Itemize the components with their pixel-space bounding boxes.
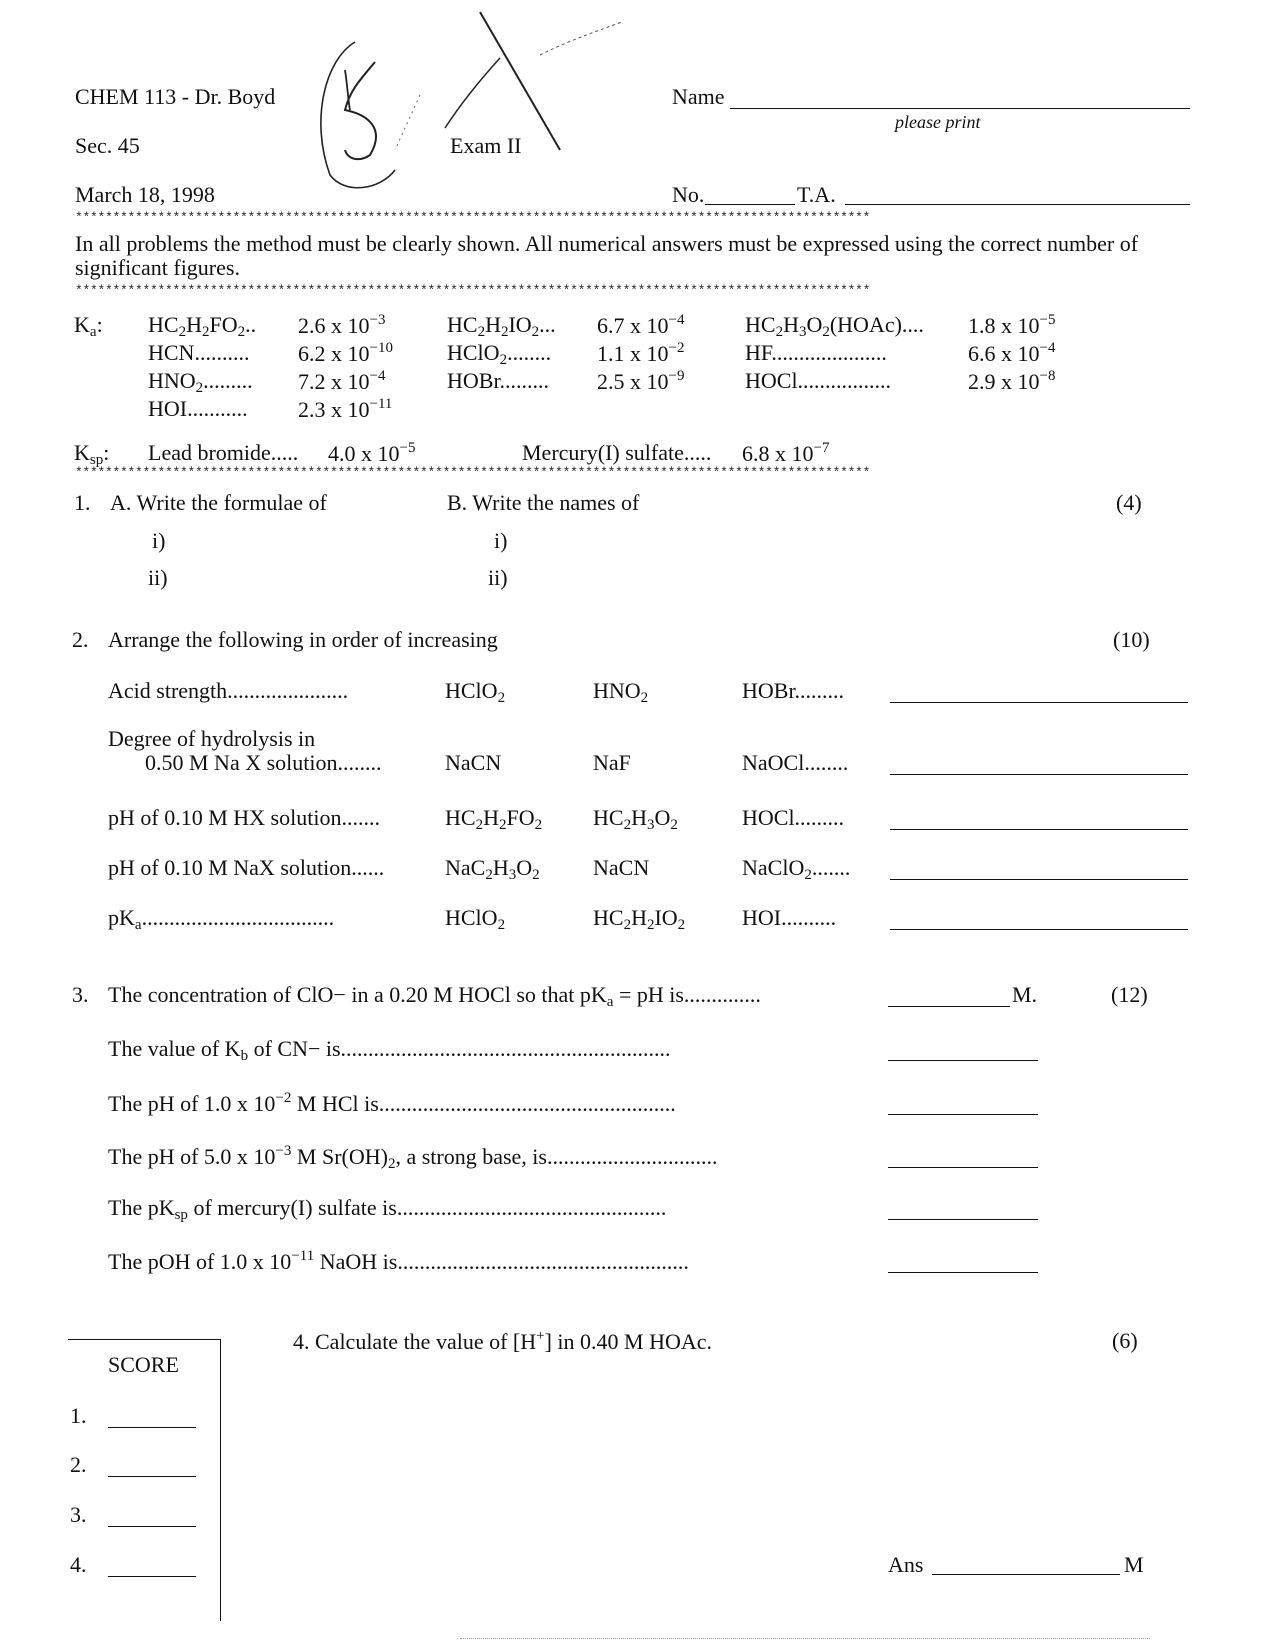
scan-noise bbox=[460, 1638, 1150, 1639]
q3-row: The concentration of ClO− in a 0.20 M HOCl so that $pK_a$ = pH is.............. bbox=[108, 982, 761, 1010]
q3-answer-line[interactable] bbox=[888, 1060, 1038, 1061]
q3-unit: M. bbox=[1012, 982, 1038, 1007]
ka-name: HF..................... bbox=[745, 340, 887, 365]
ka-name: $HC_2H_2FO_2$.. bbox=[148, 312, 257, 340]
ksp-name: Mercury(I) sulfate..... bbox=[522, 440, 712, 465]
ans-unit: M bbox=[1124, 1552, 1144, 1577]
q2-item: NaCN bbox=[445, 750, 502, 775]
q2-prompt: Arrange the following in order of increasing bbox=[108, 627, 498, 652]
q1-b-i: i) bbox=[494, 528, 508, 553]
no-label: No. bbox=[672, 182, 705, 207]
q2-item: NaF bbox=[593, 750, 631, 775]
q3-number: 3. bbox=[72, 982, 89, 1007]
score-title: SCORE bbox=[108, 1352, 179, 1377]
ka-name: HOI........... bbox=[148, 396, 248, 421]
ka-name: HClO$_2$........ bbox=[447, 340, 552, 368]
ta-label: T.A. bbox=[797, 182, 836, 207]
q2-item: $HC_2H_2IO_2$ bbox=[593, 905, 686, 933]
q2-row-label: pH of 0.10 M NaX solution...... bbox=[108, 855, 385, 880]
q3-answer-line[interactable] bbox=[888, 1114, 1038, 1115]
name-label: Name bbox=[672, 84, 725, 109]
ka-value: 2.3 x $10^{-11}$ bbox=[298, 396, 393, 422]
q4-points: (6) bbox=[1112, 1328, 1138, 1353]
section: Sec. 45 bbox=[75, 133, 140, 158]
q3-answer-line[interactable] bbox=[888, 1272, 1038, 1273]
q2-row-label: Acid strength...................... bbox=[108, 678, 349, 703]
ka-name: $HC_2H_2IO_2$... bbox=[447, 312, 556, 340]
ka-value: 2.5 x $10^{-9}$ bbox=[597, 368, 685, 394]
q3-answer-line[interactable] bbox=[888, 1006, 1010, 1007]
q2-row-label: Degree of hydrolysis in bbox=[108, 726, 316, 751]
exam-date: March 18, 1998 bbox=[75, 182, 215, 207]
score-item-label: 3. bbox=[70, 1502, 87, 1527]
instructions: In all problems the method must be clearly shown. All numerical answers must be expressed using the correct number of significant figures. bbox=[75, 231, 1139, 280]
q3-row: The $pK_{sp}$ of mercury(I) sulfate is................................................. bbox=[108, 1195, 667, 1223]
score-item-line[interactable] bbox=[108, 1427, 196, 1428]
q3-answer-line[interactable] bbox=[888, 1167, 1038, 1168]
q3-row: The pH of 1.0 x $10^{-2}$ M HCl is...................................................... bbox=[108, 1090, 676, 1116]
q2-answer-line[interactable] bbox=[890, 702, 1188, 703]
q2-item: HClO$_2$ bbox=[445, 905, 506, 933]
score-item-line[interactable] bbox=[108, 1476, 196, 1477]
ta-field[interactable] bbox=[845, 204, 1190, 205]
ka-name: $HC_2H_3O_2(HOAc)$.... bbox=[745, 312, 924, 340]
q1-points: (4) bbox=[1116, 490, 1142, 515]
q3-answer-line[interactable] bbox=[888, 1219, 1038, 1220]
q2-item: NaCN bbox=[593, 855, 650, 880]
answer-field[interactable] bbox=[932, 1574, 1120, 1575]
q2-answer-line[interactable] bbox=[890, 929, 1188, 930]
score-item-label: 2. bbox=[70, 1452, 87, 1477]
ka-name: HOBr......... bbox=[447, 368, 550, 393]
ka-value: 1.8 x $10^{-5}$ bbox=[968, 312, 1056, 338]
q2-points: (10) bbox=[1113, 627, 1150, 652]
q3-row: The pH of 5.0 x $10^{-3}$ M $Sr(OH)_2$, a strong base, is............................... bbox=[108, 1143, 718, 1172]
q1-number: 1. bbox=[74, 490, 91, 515]
q1-part-a: A. Write the formulae of bbox=[110, 490, 327, 515]
q3-row: The pOH of 1.0 x $10^{-11}$ NaOH is..................................................... bbox=[108, 1248, 689, 1274]
q2-item: HOCl......... bbox=[742, 805, 845, 830]
ksp-name: Lead bromide..... bbox=[148, 440, 299, 465]
ka-value: 2.6 x $10^{-3}$ bbox=[298, 312, 386, 338]
ksp-value: 6.8 x $10^{-7}$ bbox=[742, 440, 830, 466]
q1-b-ii: ii) bbox=[488, 565, 508, 590]
q2-answer-line[interactable] bbox=[890, 829, 1188, 830]
ans-label: Ans bbox=[888, 1552, 924, 1577]
ksp-value: 4.0 x $10^{-5}$ bbox=[328, 440, 416, 466]
exam-title: Exam II bbox=[450, 133, 522, 158]
ksp-label: $K_{sp}$: bbox=[74, 440, 110, 468]
q2-row-label: $pK_a$................................... bbox=[108, 905, 335, 933]
score-box-right-border bbox=[220, 1339, 221, 1621]
q2-answer-line[interactable] bbox=[890, 879, 1188, 880]
q2-item: $HC_2H_3O_2$ bbox=[593, 805, 678, 833]
q2-answer-line[interactable] bbox=[890, 774, 1188, 775]
q2-item: NaOCl........ bbox=[742, 750, 849, 775]
ka-value: 6.2 x $10^{-10}$ bbox=[298, 340, 393, 366]
q1-a-i: i) bbox=[152, 528, 166, 553]
q2-number: 2. bbox=[72, 627, 89, 652]
course-title: CHEM 113 - Dr. Boyd bbox=[75, 84, 276, 109]
q2-row-label: pH of 0.10 M HX solution....... bbox=[108, 805, 380, 830]
ka-label: $K_a$: bbox=[74, 312, 103, 340]
no-field[interactable] bbox=[705, 204, 795, 205]
ka-value: 1.1 x $10^{-2}$ bbox=[597, 340, 685, 366]
ka-name: $HNO_2$......... bbox=[148, 368, 253, 396]
q2-item: NaClO$_2$....... bbox=[742, 855, 851, 883]
q2-item: HClO$_2$ bbox=[445, 678, 506, 706]
ka-value: 6.7 x $10^{-4}$ bbox=[597, 312, 685, 338]
q2-row-label: 0.50 M Na X solution........ bbox=[145, 750, 382, 775]
score-item-label: 1. bbox=[70, 1403, 87, 1428]
q4-text: 4. Calculate the value of [H+] in 0.40 M HOAc. bbox=[293, 1328, 713, 1354]
score-box-top bbox=[68, 1339, 220, 1340]
ka-value: 2.9 x $10^{-8}$ bbox=[968, 368, 1056, 394]
q1-a-ii: ii) bbox=[148, 565, 168, 590]
divider-stars-3: ********************************************************************************************************** bbox=[75, 466, 871, 480]
ka-name: HCN.......... bbox=[148, 340, 250, 365]
score-item-line[interactable] bbox=[108, 1526, 196, 1527]
ka-value: 7.2 x $10^{-4}$ bbox=[298, 368, 386, 394]
name-field[interactable] bbox=[730, 108, 1190, 109]
q1-part-b: B. Write the names of bbox=[447, 490, 640, 515]
q2-item: $HNO_2$ bbox=[593, 678, 649, 706]
q2-item: $NaC_2H_3O_2$ bbox=[445, 855, 540, 883]
q3-row: The value of $K_b$ of CN− is............................................................ bbox=[108, 1036, 671, 1064]
q2-item: HOBr......... bbox=[742, 678, 845, 703]
q3-points: (12) bbox=[1111, 982, 1148, 1007]
score-item-label: 4. bbox=[70, 1552, 87, 1577]
q2-item: HOI.......... bbox=[742, 905, 837, 930]
divider-stars-1: ********************************************************************************************************** bbox=[75, 211, 871, 225]
score-item-line[interactable] bbox=[108, 1576, 196, 1577]
ka-name: HOCl................. bbox=[745, 368, 892, 393]
q2-item: $HC_2H_2FO_2$ bbox=[445, 805, 543, 833]
name-hint: please print bbox=[895, 112, 981, 132]
divider-stars-2: ********************************************************************************************************** bbox=[75, 284, 871, 298]
ka-value: 6.6 x $10^{-4}$ bbox=[968, 340, 1056, 366]
